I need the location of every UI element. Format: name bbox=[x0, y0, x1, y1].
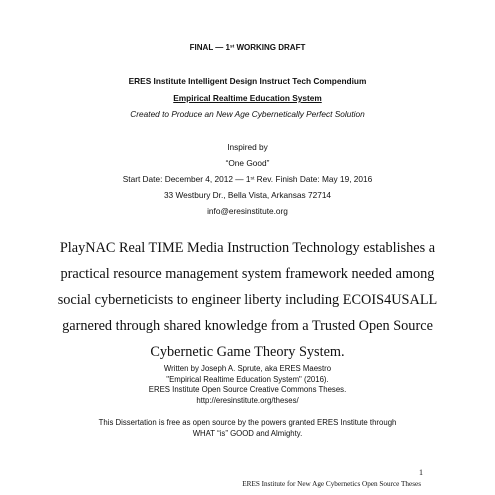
abstract-line: PlayNAC Real TIME Media Instruction Technology establishes a bbox=[59, 240, 436, 256]
author-credit bbox=[0, 364, 495, 406]
abstract-line: Cybernetic Game Theory System. bbox=[150, 344, 345, 360]
compendium-title: ERES Institute Intelligent Design Instruct Tech Compendium bbox=[128, 76, 367, 86]
address: 33 Westbury Dr., Bella Vista, Arkansas 72714 bbox=[163, 190, 332, 200]
license-line: WHAT “is” GOOD and Almighty. bbox=[192, 428, 303, 438]
license-line: This Dissertation is free as open source by the powers granted ERES Institute through bbox=[98, 418, 397, 427]
abstract-line: garnered through shared knowledge from a Trusted Open Source bbox=[62, 318, 433, 334]
inspired-by: Inspired by bbox=[227, 142, 268, 152]
one-good: “One Good” bbox=[225, 158, 270, 168]
credit-line: Written by Joseph A. Sprute, aka ERES Maestro bbox=[163, 364, 332, 373]
credit-line: ERES Institute Open Source Creative Commons Theses. bbox=[148, 385, 347, 394]
license-statement bbox=[0, 418, 495, 439]
project-dates: Start Date: December 4, 2012 — 1st Rev. Finish Date: May 19, 2016 bbox=[122, 174, 373, 184]
tagline: Created to Produce an New Age Cybernetically Perfect Solution bbox=[130, 109, 365, 119]
email: info@eresinstitute.org bbox=[207, 206, 288, 216]
abstract bbox=[40, 235, 455, 365]
page-number: 1 bbox=[419, 468, 423, 477]
credit-link: http://eresinstitute.org/theses/ bbox=[196, 395, 299, 405]
draft-status: FINAL — 1st WORKING DRAFT bbox=[189, 43, 306, 52]
system-title: Empirical Realtime Education System bbox=[173, 93, 322, 103]
credit-line: "Empirical Realtime Education System" (2016). bbox=[166, 374, 329, 384]
page-footer: ERES Institute for New Age Cybernetics Open Source Theses bbox=[242, 480, 421, 488]
abstract-line: social cyberneticists to engineer liberty including ECOIS4USALL bbox=[57, 292, 438, 308]
abstract-line: practical resource management system framework needed among bbox=[60, 266, 435, 282]
